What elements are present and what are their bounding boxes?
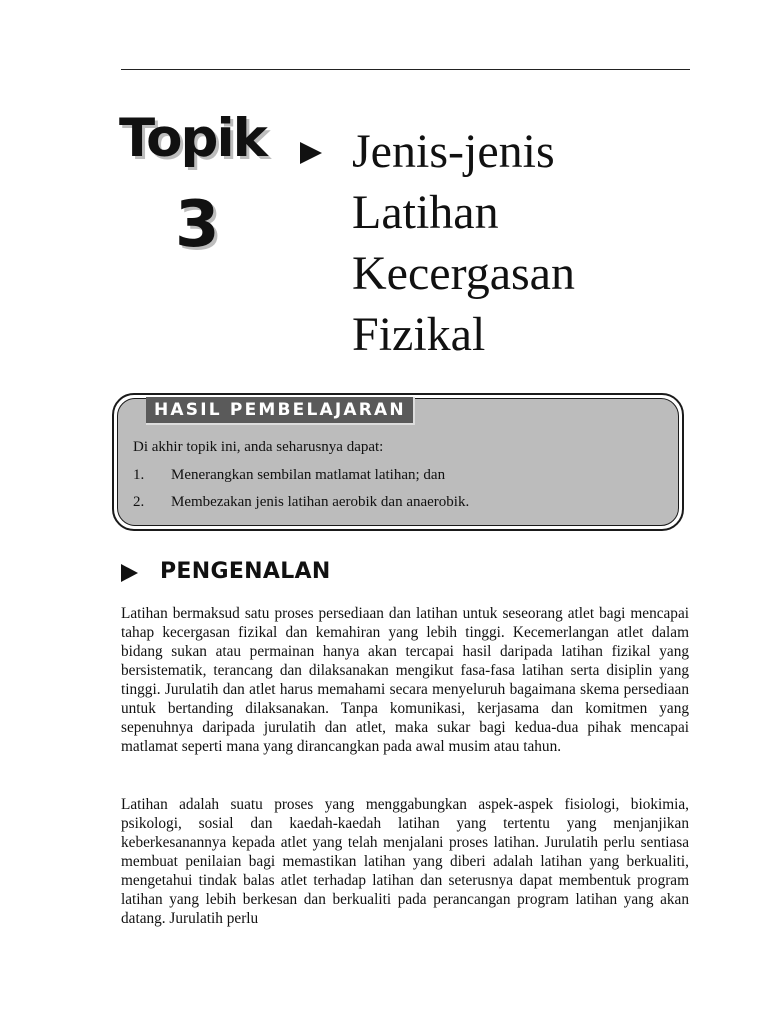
- chapter-title: [352, 121, 575, 365]
- section-heading: PENGENALAN: [160, 559, 331, 584]
- item-number: 1.: [133, 467, 145, 483]
- learning-outcomes-header: HASIL PEMBELAJARAN: [146, 397, 415, 425]
- item-text: Menerangkan sembilan matlamat latihan; dan: [171, 467, 446, 483]
- chapter-title-line: Latihan: [352, 186, 499, 239]
- arrow-right-icon: [121, 564, 138, 582]
- arrow-right-icon: [300, 142, 322, 164]
- chapter-title-line: Kecergasan: [352, 247, 575, 300]
- chapter-title-line: Fizikal: [352, 308, 486, 361]
- item-number: 2.: [133, 494, 145, 510]
- header-rule: [121, 69, 690, 70]
- body-paragraph: Latihan adalah suatu proses yang menggabungkan aspek-aspek fisiologi, biokimia, psikologi, sosial dan kaedah-kaedah latihan yang tertentu yang menjanjikan keberkesanannya kepada atlet yang telah menjalani proses latihan. Jurulatih perlu sentiasa membuat penilaian bagi memastikan latihan yang diberi adalah latihan yang berkualiti, mengetahui tindak balas atlet terhadap latihan dan seterusnya dapat membentuk program latihan yang lebih berkesan dan berkualiti pada perancangan program latihan yang akan datang. Jurulatih perlu: [121, 796, 689, 927]
- chapter-title-line: Jenis-jenis: [352, 125, 555, 178]
- chapter-label: Topik: [119, 108, 266, 169]
- learning-outcomes-intro: Di akhir topik ini, anda seharusnya dapat:: [133, 439, 384, 455]
- body-paragraph: Latihan bermaksud satu proses persediaan dan latihan untuk seseorang atlet bagi mencapai tahap kecergasan fizikal dan kemahiran yang lebih tinggi. Kecemerlangan atlet dalam bidang sukan atau permainan hanya akan tercapai hasil daripada latihan fizikal yang bersistematik, terancang dan dilaksanakan mengikut fasa-fasa latihan serta disiplin yang tinggi. Jurulatih dan atlet harus memahami secara menyeluruh bagaimana skema persediaan untuk bertanding dilaksanakan. Tanpa komunikasi, kerjasama dan komitmen yang sepenuhnya daripada jurulatih dan atlet, maka sukar bagi kedua-dua pihak mencapai matlamat seperti mana yang dirancangkan pada awal musim atau tahun.: [121, 605, 689, 755]
- chapter-number: 3: [175, 188, 220, 262]
- item-text: Membezakan jenis latihan aerobik dan anaerobik.: [171, 494, 470, 510]
